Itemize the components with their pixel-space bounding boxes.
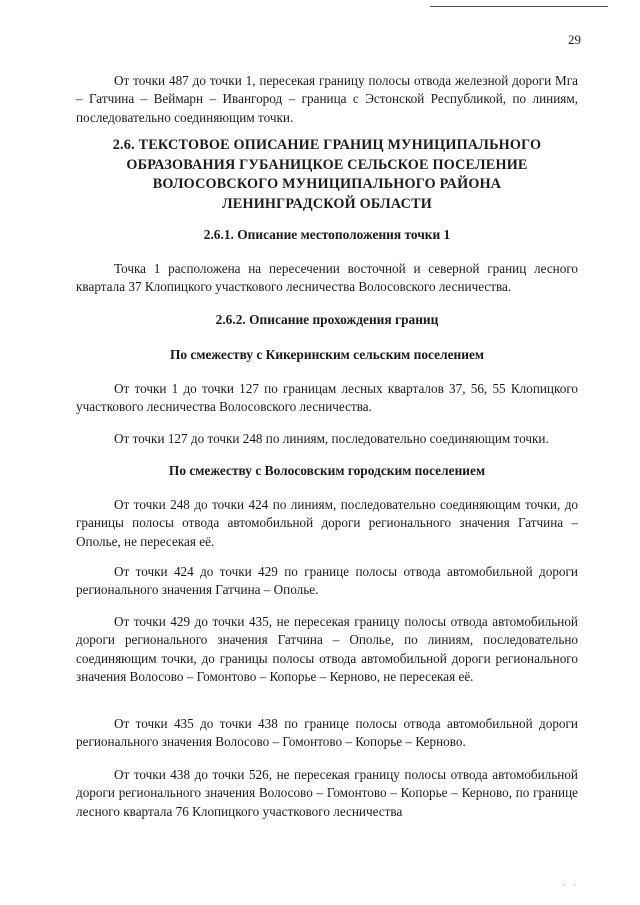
top-rule: [430, 6, 608, 7]
subsection-heading-2-6-1: 2.6.1. Описание местоположения точки 1: [203, 227, 451, 242]
adjacency-heading-volosovo: По смежеству с Волосовским городским поселением: [168, 463, 486, 478]
paragraph-points-429-435: От точки 429 до точки 435, не пересекая границу полосы отвода автомобильной дороги регионального значения Гатчина – Ополье, по линиям, последовательно соединяющим точки, до границы полосы отвода автомобильной дороги регионального значения Волосово – Гомонтово – Копорье – Керново, не пересекая её.: [76, 614, 578, 685]
paragraph-points-248-424: От точки 248 до точки 424 по линиям, последовательно соединяющим точки, до границы полосы отвода автомобильной дороги регионального значения Гатчина – Ополье, не пересекая её.: [76, 497, 578, 549]
paragraph-points-1-127: От точки 1 до точки 127 по границам лесных кварталов 37, 56, 55 Клопицкого участкового лесничества Волосовского лесничества.: [76, 381, 578, 415]
paragraph-points-424-429: От точки 424 до точки 429 по границе полосы отвода автомобильной дороги регионального значения Гатчина – Ополье.: [76, 564, 578, 598]
paragraph-points-435-438: От точки 435 до точки 438 по границе полосы отвода автомобильной дороги регионального значения Волосово – Гомонтово – Копорье – Керново.: [76, 716, 578, 750]
section-heading-line-2: ОБРАЗОВАНИЯ ГУБАНИЦКОЕ СЕЛЬСКОЕ ПОСЕЛЕНИЕ: [126, 156, 528, 173]
section-heading-line-3: ВОЛОСОВСКОГО МУНИЦИПАЛЬНОГО РАЙОНА: [152, 176, 502, 192]
section-heading-line-4: ЛЕНИНГРАДСКОЙ ОБЛАСТИ: [222, 195, 432, 212]
paragraph-points-438-526: От точки 438 до точки 526, не пересекая границу полосы отвода автомобильной дороги регионального значения Волосово – Гомонтово – Копорье – Керново, по границе лесного квартала 76 Клопицкого участкового лесничества: [76, 767, 578, 819]
page-number: 29: [568, 32, 581, 47]
section-heading: [70, 136, 584, 214]
scan-corner-marks: · ·: [562, 880, 580, 890]
paragraph-points-127-248: От точки 127 до точки 248 по линиям, последовательно соединяющим точки.: [114, 431, 549, 446]
paragraph-point-1-location: Точка 1 расположена на пересечении восточной и северной границ лесного квартала 37 Клопицкого участкового лесничества Волосовского лесничества.: [76, 261, 578, 295]
paragraph-rail-boundary: От точки 487 до точки 1, пересекая границу полосы отвода железной дороги Мга – Гатчина – Веймарн – Ивангород – граница с Эстонской Республикой, по линиям, последовательно соединяющим точки.: [76, 73, 578, 125]
section-heading-line-1: 2.6. ТЕКСТОВОЕ ОПИСАНИЕ ГРАНИЦ МУНИЦИПАЛЬНОГО: [112, 137, 542, 153]
subsection-heading-2-6-2: 2.6.2. Описание прохождения границ: [215, 312, 439, 327]
adjacency-heading-kikerino: По смежеству с Кикеринским сельским поселением: [169, 347, 485, 362]
